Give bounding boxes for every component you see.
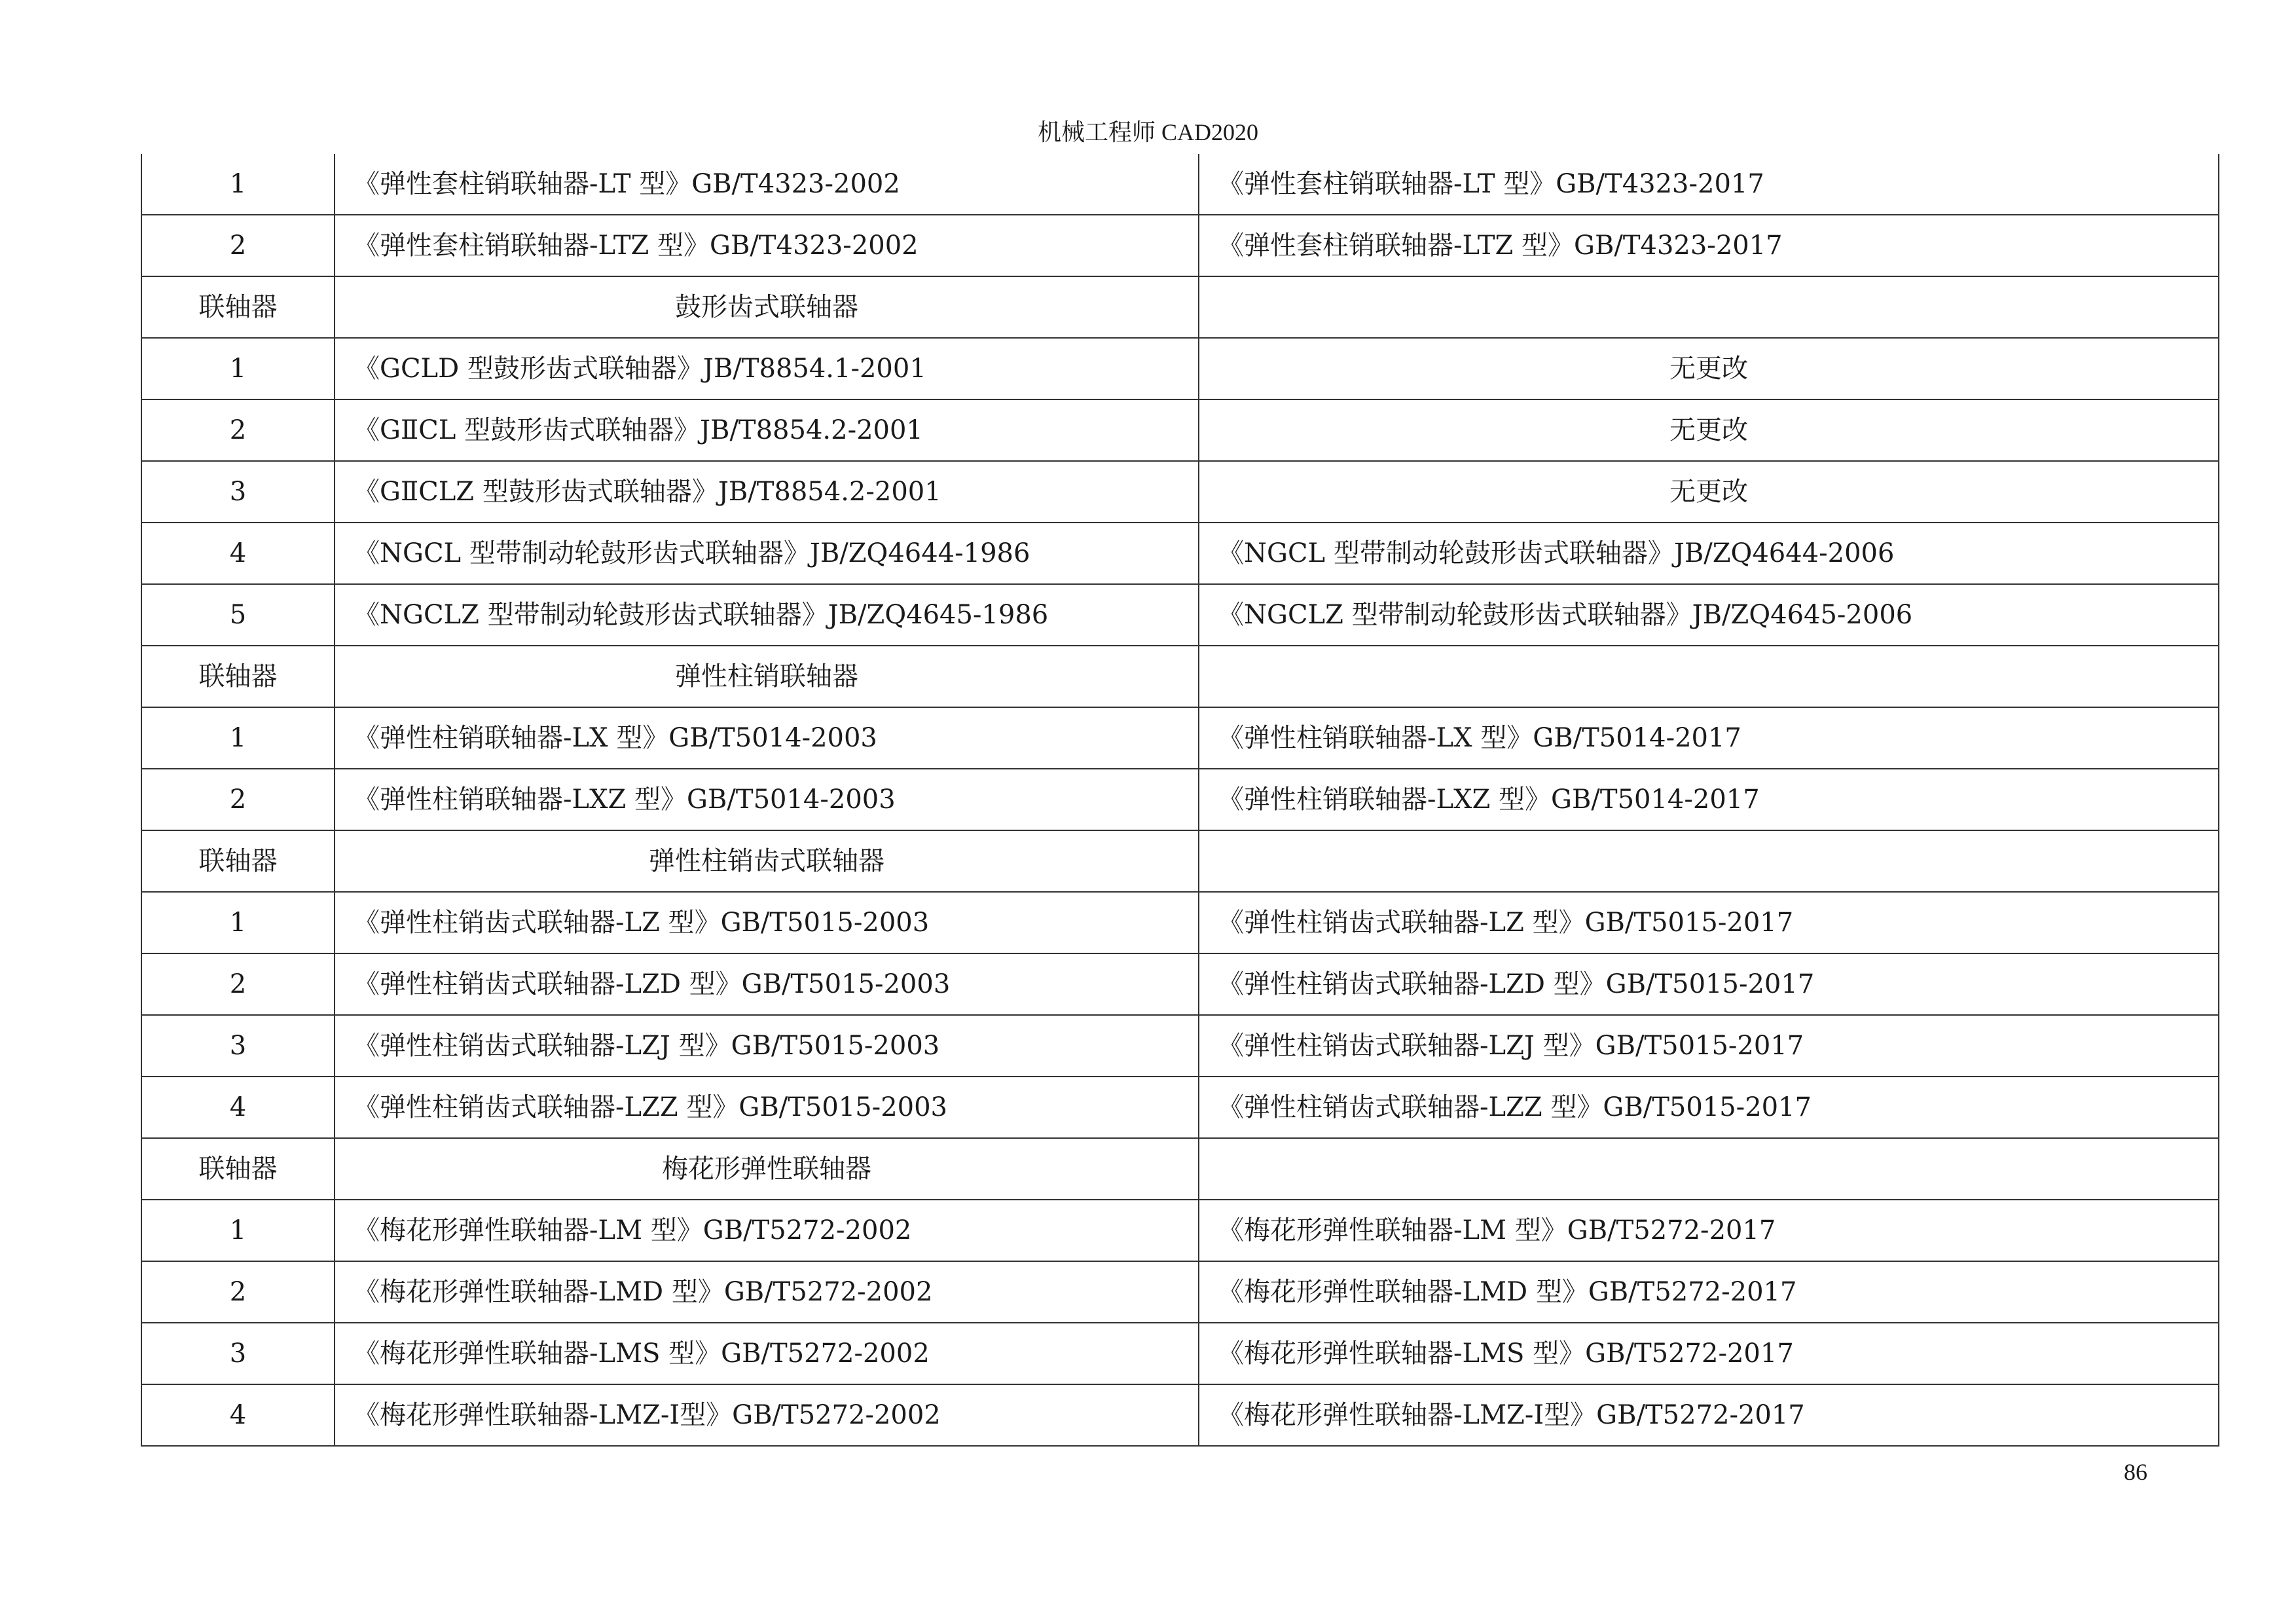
unchanged-cell: 无更改 xyxy=(1199,399,2219,461)
new-standard-cell: 《梅花形弹性联轴器-LMS 型》GB/T5272-2017 xyxy=(1199,1323,2219,1384)
new-standard-cell: 《弹性套柱销联轴器-LTZ 型》GB/T4323-2017 xyxy=(1199,215,2219,276)
table-row xyxy=(141,338,2219,399)
new-standard-cell: 《NGCLZ 型带制动轮鼓形齿式联轴器》JB/ZQ4645-2006 xyxy=(1199,584,2219,646)
old-standard-cell: 《NGCLZ 型带制动轮鼓形齿式联轴器》JB/ZQ4645-1986 xyxy=(335,584,1199,646)
new-standard-cell: 《弹性柱销齿式联轴器-LZ 型》GB/T5015-2017 xyxy=(1199,892,2219,953)
standards-table-body xyxy=(141,154,2219,1446)
old-standard-cell: 《GⅡCL 型鼓形齿式联轴器》JB/T8854.2-2001 xyxy=(335,399,1199,461)
new-standard-cell: 《弹性柱销齿式联轴器-LZJ 型》GB/T5015-2017 xyxy=(1199,1015,2219,1077)
table-row xyxy=(141,399,2219,461)
table-row xyxy=(141,1077,2219,1138)
category-row xyxy=(141,276,2219,338)
new-standard-cell: 《弹性柱销齿式联轴器-LZD 型》GB/T5015-2017 xyxy=(1199,953,2219,1015)
old-standard-cell: 《NGCL 型带制动轮鼓形齿式联轴器》JB/ZQ4644-1986 xyxy=(335,523,1199,584)
table-row xyxy=(141,769,2219,830)
category-name-cell: 鼓形齿式联轴器 xyxy=(335,276,1199,338)
category-name-cell: 梅花形弹性联轴器 xyxy=(335,1138,1199,1200)
page-header: 机械工程师 CAD2020 xyxy=(1037,119,1258,145)
new-standard-cell: 《弹性柱销联轴器-LX 型》GB/T5014-2017 xyxy=(1199,707,2219,769)
category-label-cell: 联轴器 xyxy=(141,1138,335,1200)
table-row xyxy=(141,1384,2219,1446)
old-standard-cell: 《弹性套柱销联轴器-LTZ 型》GB/T4323-2002 xyxy=(335,215,1199,276)
category-label-cell: 联轴器 xyxy=(141,830,335,892)
new-standard-cell: 《梅花形弹性联轴器-LM 型》GB/T5272-2017 xyxy=(1199,1200,2219,1261)
table-row xyxy=(141,1015,2219,1077)
unchanged-cell: 无更改 xyxy=(1199,461,2219,523)
standards-table xyxy=(141,154,2219,1447)
table-row xyxy=(141,584,2219,646)
category-row xyxy=(141,830,2219,892)
old-standard-cell: 《弹性柱销联轴器-LXZ 型》GB/T5014-2003 xyxy=(335,769,1199,830)
row-number-cell: 2 xyxy=(141,1261,335,1323)
old-standard-cell: 《梅花形弹性联轴器-LM 型》GB/T5272-2002 xyxy=(335,1200,1199,1261)
category-row xyxy=(141,646,2219,707)
page-number: 86 xyxy=(2124,1459,2147,1485)
old-standard-cell: 《弹性柱销齿式联轴器-LZ 型》GB/T5015-2003 xyxy=(335,892,1199,953)
new-standard-cell: 《NGCL 型带制动轮鼓形齿式联轴器》JB/ZQ4644-2006 xyxy=(1199,523,2219,584)
row-number-cell: 5 xyxy=(141,584,335,646)
table-row xyxy=(141,1261,2219,1323)
category-label-cell: 联轴器 xyxy=(141,646,335,707)
new-standard-cell xyxy=(1199,1138,2219,1200)
table-row xyxy=(141,1200,2219,1261)
new-standard-cell: 《梅花形弹性联轴器-LMZ-Ⅰ型》GB/T5272-2017 xyxy=(1199,1384,2219,1446)
old-standard-cell: 《GⅡCLZ 型鼓形齿式联轴器》JB/T8854.2-2001 xyxy=(335,461,1199,523)
old-standard-cell: 《GCLD 型鼓形齿式联轴器》JB/T8854.1-2001 xyxy=(335,338,1199,399)
category-name-cell: 弹性柱销齿式联轴器 xyxy=(335,830,1199,892)
old-standard-cell: 《弹性柱销联轴器-LX 型》GB/T5014-2003 xyxy=(335,707,1199,769)
row-number-cell: 1 xyxy=(141,1200,335,1261)
category-name-cell: 弹性柱销联轴器 xyxy=(335,646,1199,707)
row-number-cell: 4 xyxy=(141,1077,335,1138)
table-row xyxy=(141,215,2219,276)
old-standard-cell: 《弹性柱销齿式联轴器-LZJ 型》GB/T5015-2003 xyxy=(335,1015,1199,1077)
new-standard-cell: 《梅花形弹性联轴器-LMD 型》GB/T5272-2017 xyxy=(1199,1261,2219,1323)
row-number-cell: 1 xyxy=(141,154,335,215)
new-standard-cell: 《弹性柱销联轴器-LXZ 型》GB/T5014-2017 xyxy=(1199,769,2219,830)
row-number-cell: 2 xyxy=(141,399,335,461)
row-number-cell: 1 xyxy=(141,338,335,399)
new-standard-cell xyxy=(1199,276,2219,338)
old-standard-cell: 《梅花形弹性联轴器-LMS 型》GB/T5272-2002 xyxy=(335,1323,1199,1384)
category-row xyxy=(141,1138,2219,1200)
table-row xyxy=(141,892,2219,953)
table-row xyxy=(141,523,2219,584)
row-number-cell: 1 xyxy=(141,707,335,769)
new-standard-cell: 《弹性套柱销联轴器-LT 型》GB/T4323-2017 xyxy=(1199,154,2219,215)
row-number-cell: 3 xyxy=(141,1015,335,1077)
old-standard-cell: 《弹性套柱销联轴器-LT 型》GB/T4323-2002 xyxy=(335,154,1199,215)
new-standard-cell xyxy=(1199,646,2219,707)
old-standard-cell: 《梅花形弹性联轴器-LMZ-Ⅰ型》GB/T5272-2002 xyxy=(335,1384,1199,1446)
new-standard-cell: 《弹性柱销齿式联轴器-LZZ 型》GB/T5015-2017 xyxy=(1199,1077,2219,1138)
table-row xyxy=(141,461,2219,523)
row-number-cell: 1 xyxy=(141,892,335,953)
old-standard-cell: 《弹性柱销齿式联轴器-LZZ 型》GB/T5015-2003 xyxy=(335,1077,1199,1138)
row-number-cell: 2 xyxy=(141,769,335,830)
table-row xyxy=(141,1323,2219,1384)
old-standard-cell: 《弹性柱销齿式联轴器-LZD 型》GB/T5015-2003 xyxy=(335,953,1199,1015)
old-standard-cell: 《梅花形弹性联轴器-LMD 型》GB/T5272-2002 xyxy=(335,1261,1199,1323)
row-number-cell: 2 xyxy=(141,953,335,1015)
row-number-cell: 3 xyxy=(141,1323,335,1384)
category-label-cell: 联轴器 xyxy=(141,276,335,338)
row-number-cell: 2 xyxy=(141,215,335,276)
row-number-cell: 4 xyxy=(141,523,335,584)
table-row xyxy=(141,953,2219,1015)
table-row xyxy=(141,154,2219,215)
table-row xyxy=(141,707,2219,769)
new-standard-cell xyxy=(1199,830,2219,892)
unchanged-cell: 无更改 xyxy=(1199,338,2219,399)
row-number-cell: 4 xyxy=(141,1384,335,1446)
row-number-cell: 3 xyxy=(141,461,335,523)
